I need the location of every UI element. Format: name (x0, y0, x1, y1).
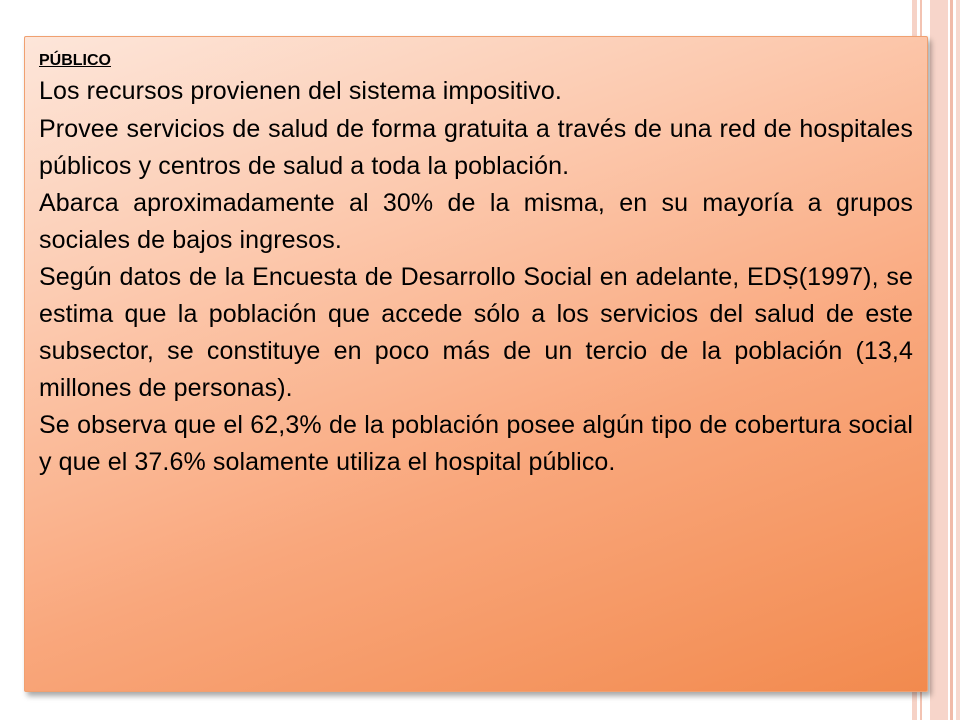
paragraph-social-coverage: Se observa que el 62,3% de la población posee algún tipo de cobertura social y que el 37.6% solamente utiliza el hospital público. (39, 411, 913, 476)
stripe-4 (950, 0, 953, 720)
paragraph-services: Provee servicios de salud de forma gratuita a través de una red de hospitales públicos y centros de salud a toda la población. (39, 115, 913, 180)
stripe-3 (930, 0, 948, 720)
paragraph-coverage: Abarca aproximadamente al 30% de la misma, en su mayoría a grupos sociales de bajos ingresos. (39, 189, 913, 254)
paragraph-eds-survey: Según datos de la Encuesta de Desarrollo Social en adelante, EDṢ(1997), se estima que la población que accede sólo a los servicios del salud de este subsector, se constituye en poco más de un tercio de la población (13,4 millones de personas). (39, 263, 913, 402)
content-text-box (24, 36, 928, 692)
paragraph-resources: Los recursos provienen del sistema impositivo. (39, 77, 562, 105)
stripe-5 (956, 0, 960, 720)
section-heading: PÚBLICO (39, 52, 111, 69)
